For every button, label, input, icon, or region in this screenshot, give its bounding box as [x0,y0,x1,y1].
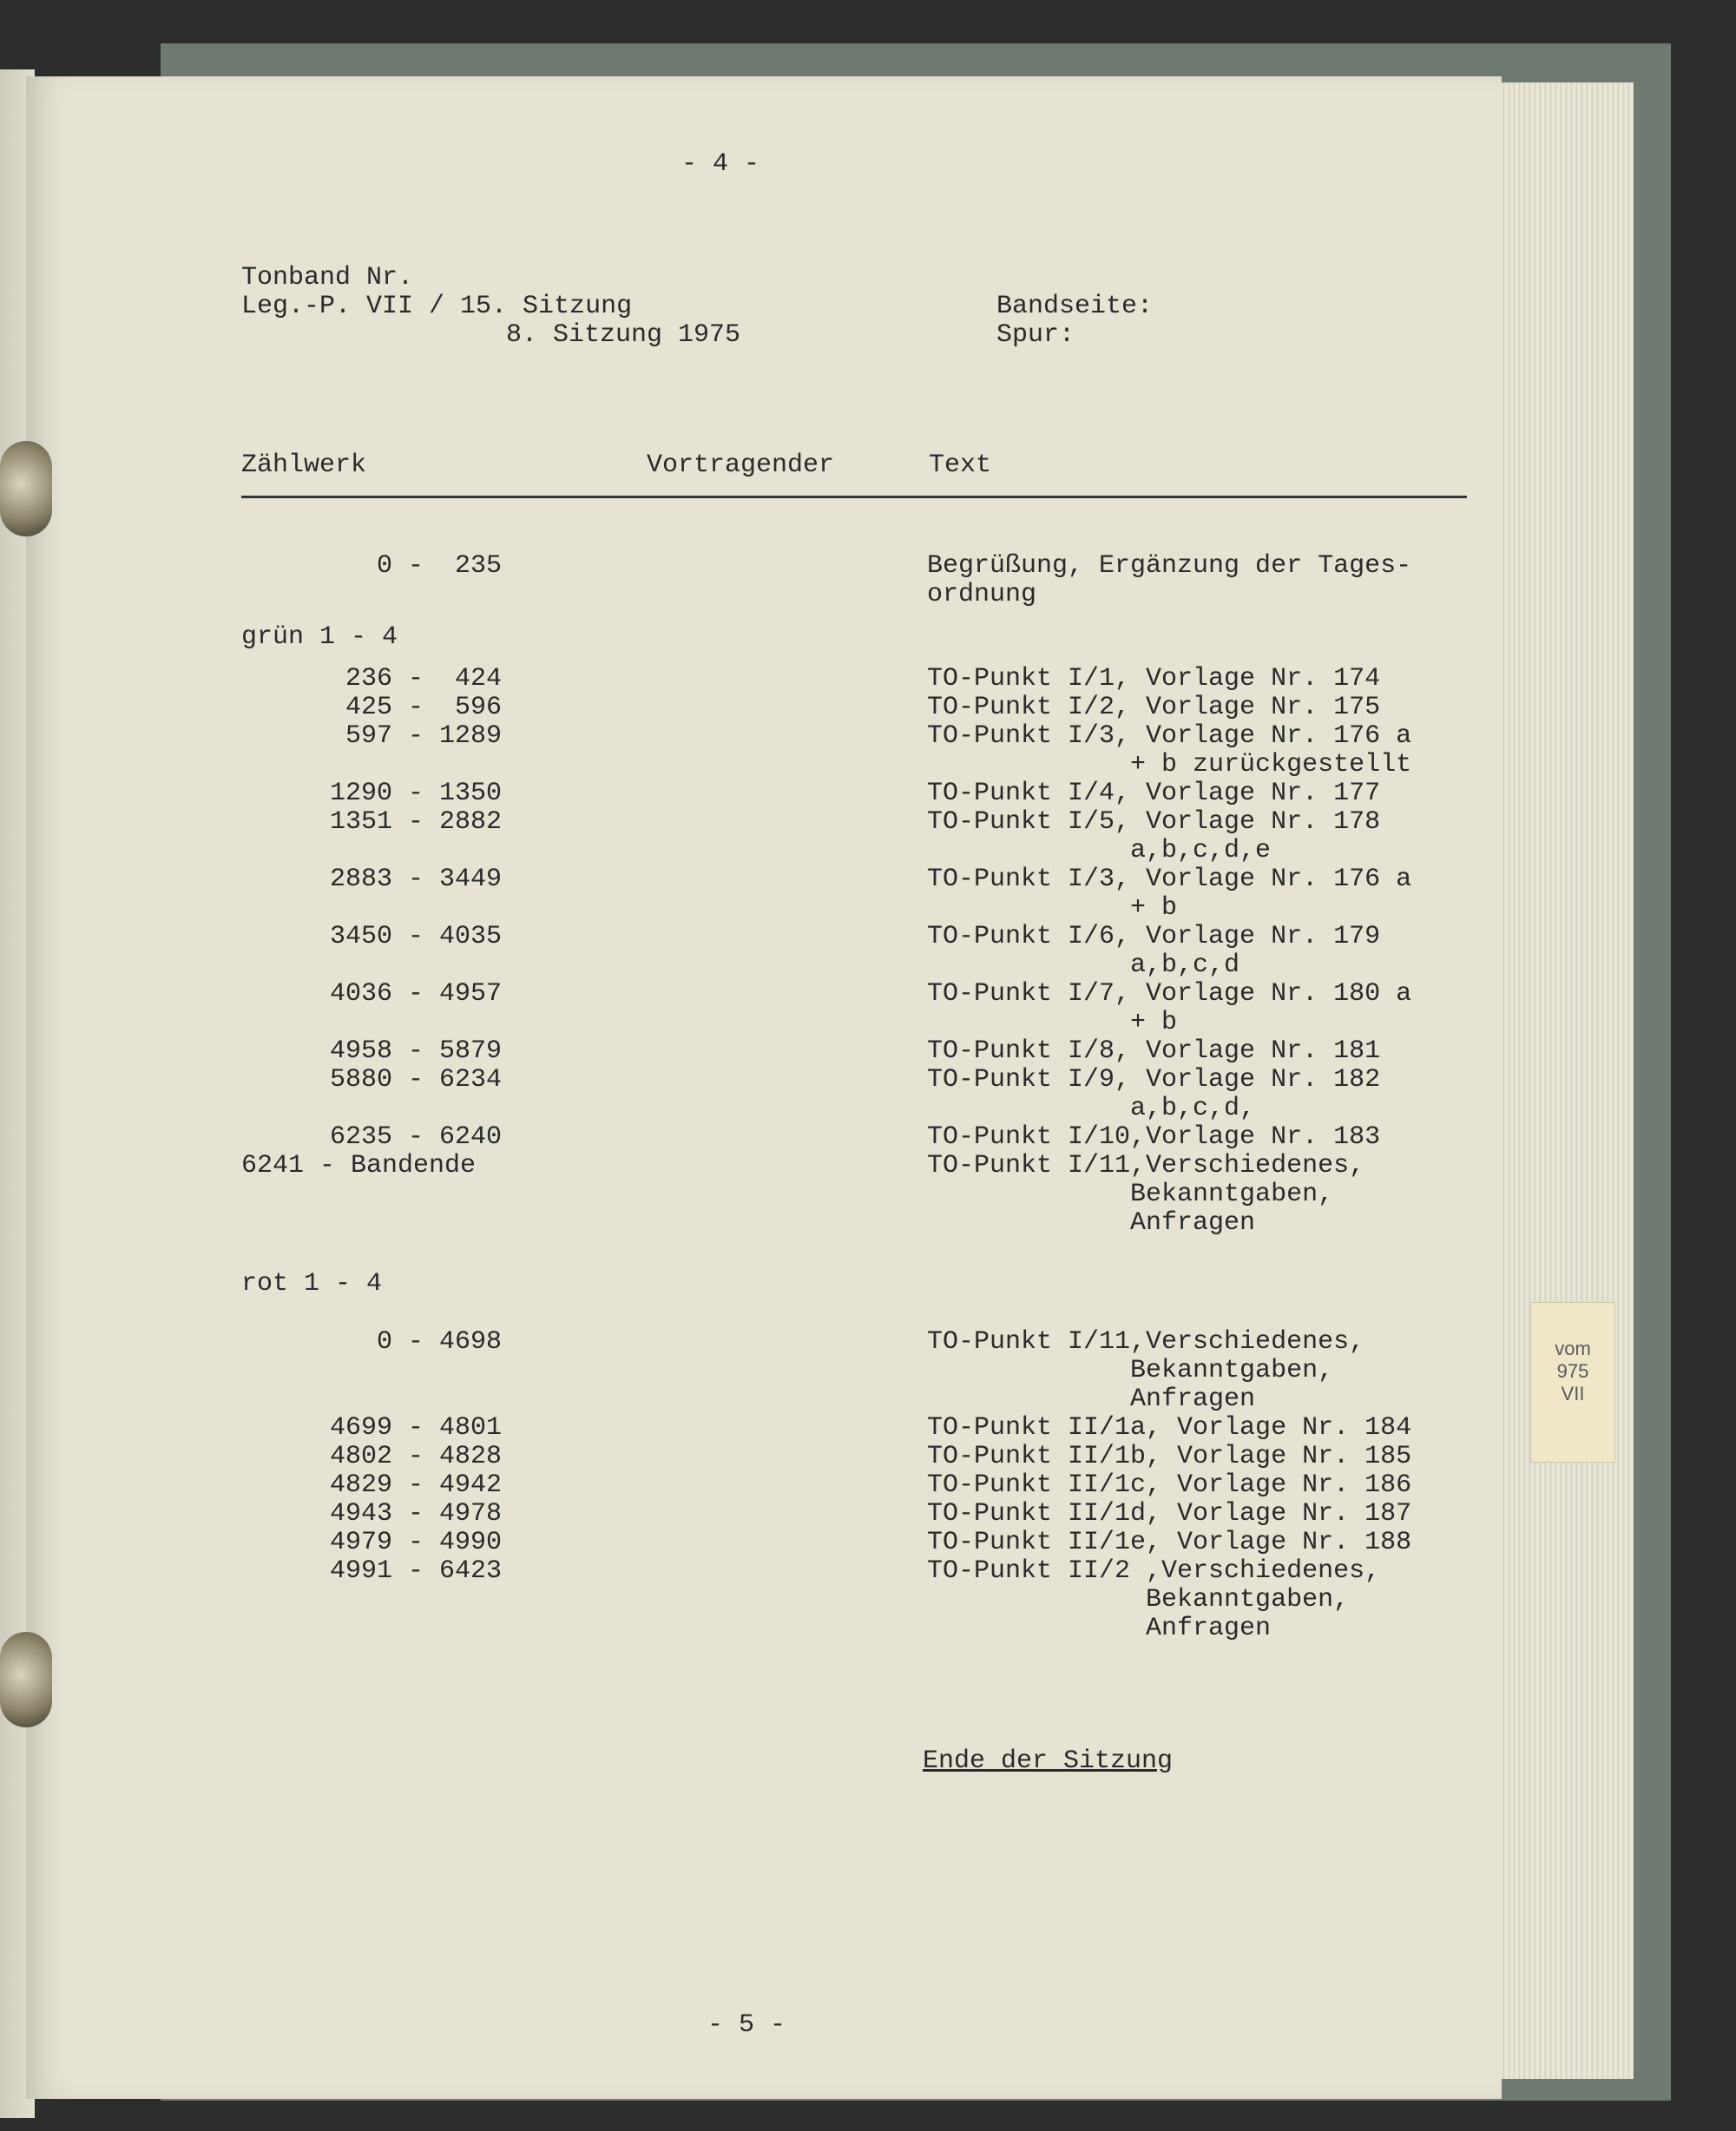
counter-range: 4829 - 4942 [329,1470,502,1500]
index-tab[interactable] [1530,1302,1615,1463]
counter-range: 6235 - 6240 [329,1122,502,1152]
agenda-text: TO-Punkt I/11,Verschiedenes, Bekanntgaben, Anfragen [927,1327,1365,1414]
counter-range: 236 - 424 [345,664,502,694]
agenda-text: TO-Punkt I/8, Vorlage Nr. 181 [927,1036,1381,1066]
agenda-text: TO-Punkt II/1e, Vorlage Nr. 188 [927,1528,1412,1557]
counter-range: 4036 - 4957 [329,979,502,1009]
column-header-vortragender: Vortragender [647,451,835,480]
counter-range: 4943 - 4978 [329,1499,502,1529]
counter-range: 425 - 596 [345,693,502,722]
agenda-text: TO-Punkt I/6, Vorlage Nr. 179 a,b,c,d [927,922,1381,980]
agenda-text: TO-Punkt I/1, Vorlage Nr. 174 [927,664,1381,694]
agenda-text: TO-Punkt I/11,Verschiedenes, Bekanntgaben, Anfragen [927,1151,1365,1238]
page-number-bottom: - 5 - [707,2010,786,2040]
counter-range: 1290 - 1350 [329,779,502,808]
header-legislative-period: Leg.-P. VII / 15. Sitzung [241,292,633,321]
counter-range: 4802 - 4828 [329,1442,502,1471]
agenda-text: TO-Punkt I/3, Vorlage Nr. 176 a + b [927,865,1412,923]
counter-range: 5880 - 6234 [329,1065,502,1095]
binder-ring-top [0,441,52,536]
counter-range: 6241 - Bandende [241,1151,477,1181]
page-number-top: - 4 - [681,149,760,179]
section-label: rot 1 - 4 [241,1269,383,1299]
agenda-text: TO-Punkt II/2 ,Verschiedenes, Bekanntgaben, Anfragen [927,1556,1381,1643]
counter-range: 4991 - 6423 [329,1556,502,1586]
binder-ring-bottom [0,1632,52,1727]
tab-label-line1: vom [1555,1338,1591,1359]
agenda-text: TO-Punkt II/1b, Vorlage Nr. 185 [927,1442,1412,1471]
column-header-text: Text [929,451,992,480]
agenda-text: TO-Punkt I/7, Vorlage Nr. 180 a + b [927,979,1412,1037]
page-stack-edge [1493,82,1634,2079]
agenda-text: TO-Punkt I/4, Vorlage Nr. 177 [927,779,1381,808]
agenda-text: TO-Punkt II/1d, Vorlage Nr. 187 [927,1499,1412,1529]
counter-range: 4958 - 5879 [329,1036,502,1066]
agenda-text: TO-Punkt II/1a, Vorlage Nr. 184 [927,1413,1412,1443]
counter-range: 4699 - 4801 [329,1413,502,1443]
tab-label-line2: 975 [1556,1360,1589,1382]
header-session: 8. Sitzung 1975 [506,320,741,350]
counter-range: 597 - 1289 [345,721,502,751]
header-bandseite: Bandseite: [996,292,1154,321]
agenda-text: TO-Punkt I/10,Vorlage Nr. 183 [927,1122,1381,1152]
counter-range: 2883 - 3449 [329,865,502,894]
counter-range: 1351 - 2882 [329,807,502,837]
counter-range: 0 - 235 [376,551,502,581]
agenda-text: TO-Punkt I/5, Vorlage Nr. 178 a,b,c,d,e [927,807,1381,865]
counter-range: 3450 - 4035 [329,922,502,951]
column-header-zaehlwerk: Zählwerk [241,451,367,480]
tab-label-line3: VII [1561,1383,1585,1404]
counter-range: 0 - 4698 [376,1327,502,1357]
agenda-text: TO-Punkt I/3, Vorlage Nr. 176 a + b zurückgestellt [927,721,1412,779]
agenda-text: TO-Punkt I/9, Vorlage Nr. 182 a,b,c,d, [927,1065,1381,1123]
agenda-text: TO-Punkt I/2, Vorlage Nr. 175 [927,693,1381,722]
header-spur: Spur: [996,320,1075,350]
closing-line: Ende der Sitzung [923,1746,1174,1776]
agenda-text: Begrüßung, Ergänzung der Tages- ordnung [927,551,1412,609]
agenda-text: TO-Punkt II/1c, Vorlage Nr. 186 [927,1470,1412,1500]
header-rule [241,496,1467,498]
counter-range: 4979 - 4990 [329,1528,502,1557]
section-label: grün 1 - 4 [241,622,398,652]
header-tonband: Tonband Nr. [241,263,414,293]
